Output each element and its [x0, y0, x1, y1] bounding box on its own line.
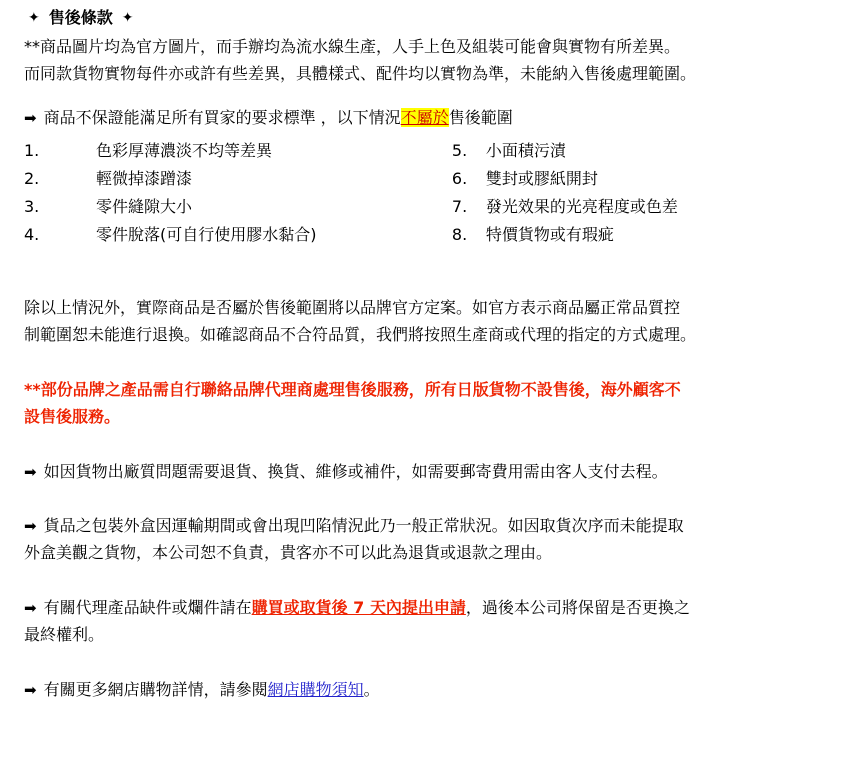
spacer: [24, 450, 850, 460]
list-item: [452, 167, 850, 192]
warning-line-1: **部份品牌之產品需自行聯絡品牌代理商處理售後服務，所有日版貨物不設售後，海外顧客不: [24, 379, 681, 399]
claim-note-before: 有關代理產品缺件或爛件請在: [43, 597, 252, 617]
exclusion-list-right: [452, 139, 850, 250]
spacer: [24, 586, 850, 596]
diamond-right-icon: ✦: [121, 10, 134, 27]
spacer: [24, 368, 850, 378]
shop-guide-link[interactable]: 網店購物須知: [267, 679, 364, 699]
list-item-number: 5.: [451, 141, 468, 161]
list-item: [452, 139, 850, 164]
list-item-number: 8.: [451, 224, 468, 244]
list-item-number: 3.: [24, 196, 40, 216]
exclusion-notice-before: 商品不保證能滿足所有買家的要求標準 ，以下情況: [43, 108, 401, 128]
exclusion-notice-after: 售後範圍: [448, 108, 513, 128]
list-item-label: 零件脫落(可自行使用膠水黏合): [96, 224, 317, 244]
exclusion-notice-highlight: 不屬於: [400, 108, 449, 128]
spacer: [24, 350, 850, 368]
claim-note: [24, 596, 850, 621]
list-item-label: 雙封或膠紙開封: [485, 168, 598, 188]
arrow-icon: ➡: [24, 109, 37, 128]
list-item-label: 發光效果的光亮程度或色差: [485, 196, 678, 216]
claim-note-emphasis: 購買或取貨後 7 天內提出申請: [251, 597, 466, 617]
exclusion-list: [24, 139, 850, 250]
list-item-label: 色彩厚薄濃淡不均等差異: [96, 141, 273, 161]
page-title-text: 售後條款: [48, 8, 113, 27]
more-info-before: 有關更多網店購物詳情，請參閱: [43, 679, 268, 699]
list-item: [24, 167, 452, 192]
intro-line-2: 而同款貨物實物每件亦或許有些差異，具體樣式、配件均以實物為準，未能納入售後處理範圍。: [24, 63, 697, 83]
list-item-number: 1.: [24, 141, 40, 161]
packaging-note-line-2: 外盒美觀之貨物，本公司恕不負責，貴客亦不可以此為退貨或退款之理由。: [24, 543, 553, 563]
list-item-number: 7.: [451, 196, 468, 216]
more-info-note: [24, 678, 850, 703]
diamond-left-icon: ✦: [28, 10, 40, 27]
list-item: [452, 195, 850, 220]
packaging-note: [24, 514, 850, 539]
list-item-label: 零件縫隙大小: [96, 196, 193, 216]
spacer: [24, 88, 850, 106]
list-item-label: 輕微掉漆蹭漆: [96, 168, 193, 188]
spacer: [24, 268, 850, 286]
list-item: [24, 223, 452, 248]
page-title: [28, 6, 850, 31]
list-item-number: 2.: [24, 168, 40, 188]
spacer: [24, 568, 850, 586]
arrow-icon: ➡: [24, 517, 37, 536]
list-item-label: 特價貨物或有瑕疵: [485, 224, 614, 244]
exclusion-list-left: [24, 139, 452, 250]
spacer: [24, 250, 850, 268]
shipping-note: [24, 460, 850, 485]
exclusion-notice: [24, 106, 850, 131]
arrow-icon: ➡: [24, 680, 37, 699]
spacer: [24, 668, 850, 678]
list-item: [452, 223, 850, 248]
shipping-note-text: 如因貨物出廠質問題需要退貨、換貨、維修或補件，如需要郵寄費用需由客人支付去程。: [43, 461, 668, 481]
warning-line-2: 設售後服務。: [24, 406, 121, 426]
packaging-note-line-1: 貨品之包裝外盒因運輸期間或會出現凹陷情況此乃一般正常狀況。如因取貨次序而未能提取: [43, 516, 684, 536]
arrow-icon: ➡: [24, 598, 37, 617]
intro-line-1: **商品圖片均為官方圖片，而手辦均為流水線生產，人手上色及組裝可能會與實物有所差異。: [24, 36, 681, 56]
list-item-label: 小面積污漬: [485, 141, 566, 161]
list-item: [24, 195, 452, 220]
list-item-number: 6.: [451, 168, 468, 188]
spacer: [24, 432, 850, 450]
spacer: [24, 486, 850, 504]
policy-line-2: 制範圍恕未能進行退換。如確認商品不合符品質，我們將按照生產商或代理的指定的方式處理。: [24, 325, 697, 345]
more-info-after: 。: [363, 679, 380, 699]
spacer: [24, 504, 850, 514]
list-item: [24, 139, 452, 164]
arrow-icon: ➡: [24, 462, 37, 481]
list-item-number: 4.: [24, 224, 40, 244]
policy-line-1: 除以上情況外，實際商品是否屬於售後範圍將以品牌官方定案。如官方表示商品屬正常品質控: [24, 298, 681, 318]
spacer: [24, 286, 850, 296]
spacer: [24, 650, 850, 668]
claim-note-line-2: 最終權利。: [24, 624, 105, 644]
claim-note-after: ，過後本公司將保留是否更換之: [465, 597, 690, 617]
